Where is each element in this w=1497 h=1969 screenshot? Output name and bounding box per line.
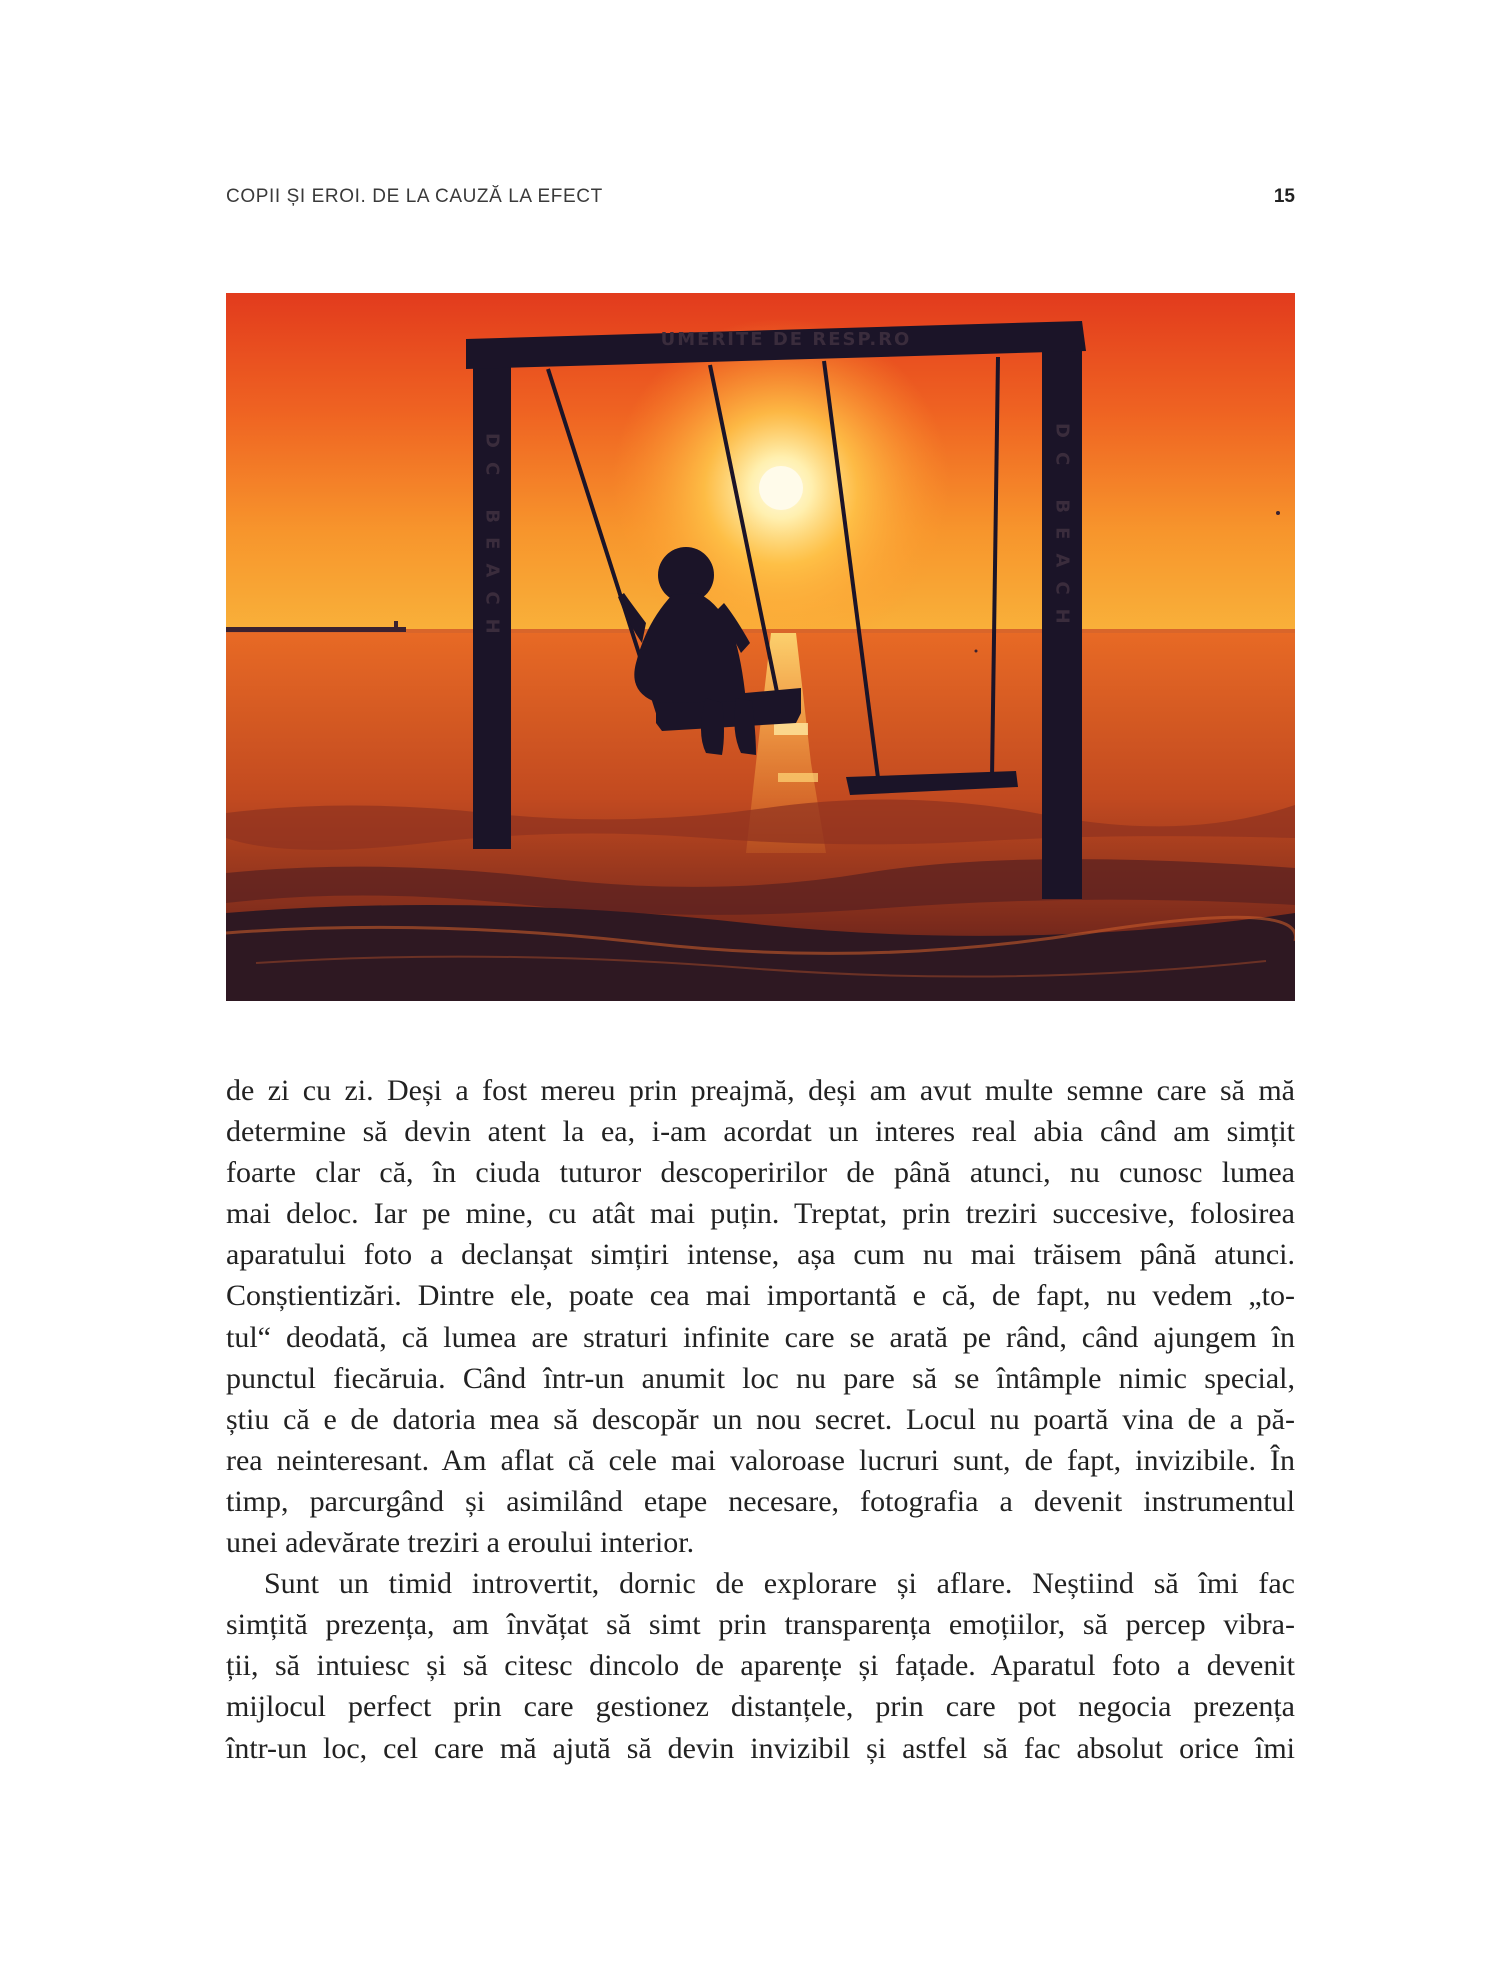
text-line: de zi cu zi. Deși a fost mereu prin preajmă, deși am avut multe semne care să mă	[226, 1074, 1295, 1107]
text-line: într-un loc, cel care mă ajută să devin invizibil și astfel să fac absolut orice îmi	[226, 1731, 1295, 1765]
sunset-swing-photo	[226, 293, 1295, 1001]
text-line: unei adevărate treziri a eroului interior.	[226, 1526, 695, 1560]
text-line: punctul fiecăruia. Când într-un anumit loc nu pare să se întâmple nimic special,	[226, 1361, 1295, 1395]
text-line: mai deloc. Iar pe mine, cu atât mai puțin. Treptat, prin treziri succesive, folosirea	[226, 1197, 1295, 1231]
running-header	[226, 182, 1295, 212]
text-line: aparatului foto a declanșat simțiri intense, așa cum nu mai trăisem până atunci.	[226, 1238, 1295, 1272]
text-line: ții, să intuiesc și să citesc dincolo de aparențe și fațade. Aparatul foto a devenit	[226, 1649, 1295, 1683]
text-line: mijlocul perfect prin care gestionez distanțele, prin care pot negocia prezența	[226, 1690, 1295, 1724]
page-number: 15	[1273, 186, 1295, 207]
sign-right-text: DC BEACH	[1051, 423, 1073, 638]
text-line: foarte clar că, în ciuda tuturor descoperirilor de până atunci, nu cunosc lumea	[226, 1156, 1295, 1190]
text-line: rea neinteresant. Am aflat că cele mai valoroase lucruri sunt, de fapt, invizibile. În	[226, 1443, 1295, 1477]
text-line: simțită prezența, am învățat să simt prin transparența emoțiilor, să percep vibra-	[226, 1608, 1295, 1642]
text-line-paragraph-start: Sunt un timid introvertit, dornic de explorare și aflare. Neștiind să îmi fac	[264, 1567, 1295, 1601]
sign-top-text: UMERITE DE RESP.RO	[660, 329, 912, 350]
running-title: COPII ȘI EROI. DE LA CAUZĂ LA EFECT	[226, 186, 603, 207]
body-text	[226, 1070, 1295, 1769]
text-line: timp, parcurgând și asimilând etape necesare, fotografia a devenit instrumentul	[226, 1484, 1295, 1518]
text-line: determine să devin atent la ea, i-am acordat un interes real abia când am simțit	[226, 1115, 1295, 1149]
sign-left-text: DC BEACH	[481, 433, 503, 648]
text-line: tul“ deodată, că lumea are straturi infinite care se arată pe rând, când ajungem în	[226, 1320, 1295, 1354]
text-line: știu că e de datoria mea să descopăr un nou secret. Locul nu poartă vina de a pă-	[226, 1402, 1295, 1436]
text-line: Conștientizări. Dintre ele, poate cea mai importantă e că, de fapt, nu vedem „to-	[226, 1279, 1295, 1313]
